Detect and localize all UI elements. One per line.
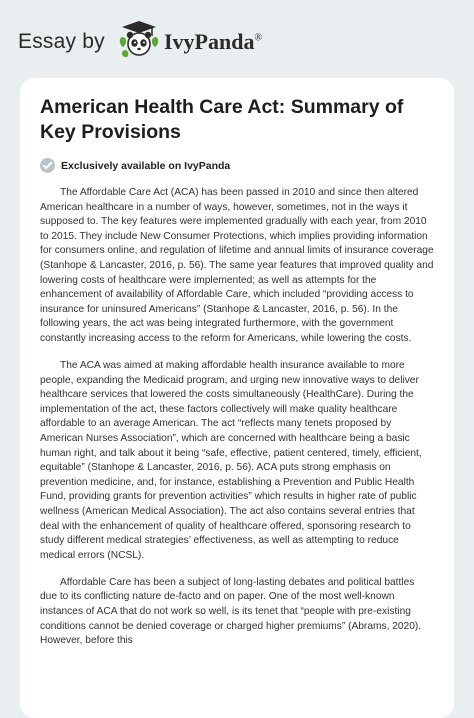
- essay-card: [20, 78, 454, 718]
- trademark-symbol: ®: [254, 32, 263, 44]
- availability-note: [40, 158, 230, 173]
- paragraph: Affordable Care has been a subject of long-lasting debates and political battles due to its conflicting nature de-facto and on paper. One of the most well-known instances of ACA that do not work so well, is its tenet that “people with pre-existing conditions cannot be denied coverage or charged higher premiums” (Abrams, 2020). However, before this: [40, 576, 422, 647]
- brand-text: IvyPanda: [164, 29, 255, 54]
- brand-name[interactable]: [164, 29, 262, 55]
- essay-by-label: Essay by: [18, 30, 105, 53]
- page-title: American Health Care Act: Summary of Key Provisions: [40, 96, 404, 143]
- paragraph: The Affordable Care Act (ACA) has been passed in 2010 and since then altered American healthcare in a number of ways, however, sometimes, not in the ways it supposed to. The key features were implemented gradually with each year, from 2010 to 2015. They include New Consumer Protections, which implies providing information for consumers online, and regulation of lifetime and annual limits of insurance coverage (Stanhope & Lancaster, 2016, p. 56). The same year features that improved quality and lowering costs of healthcare were implemented; as well as attempts for the enhancement of availability of Affordable Care, which included “providing access to insurance for uninsured Americans” (Stanhope & Lancaster, 2016, p. 56). In the following years, the act was being integrated furthermore, with the government constantly increasing access to the reform for Americans, while lowering the costs.: [40, 187, 434, 344]
- site-header: [0, 0, 474, 80]
- paragraph: The ACA was aimed at making affordable health insurance available to more people, expanding the Medicaid program, and urging new innovative ways to deliver healthcare services that lowered the costs simultaneously (HealthCare). During the implementation of the act, these factors collectively will make quality healthcare affordable to an average American. The act “reflects many tenets proposed by American Nurses Association”, which are concerned with healthcare being a basic human right, and talk about it being “safe, effective, patient centered, timely, efficient, equitable” (Stanhope & Lancaster, 2016, p. 56). ACA puts strong emphasis on prevention medicine, and, for instance, establishing a Prevention and Public Health Fund, providing grants for prevention activities” which results in higher rate of public wellness (American Medical Association). The act also contains several entries that deal with the enhancement of quality of healthcare offered, sponsoring research to study different medical strategies’ effectiveness, as well as attempting to reduce medical errors (NCSL).: [40, 360, 422, 561]
- availability-label: Exclusively available on IvyPanda: [61, 159, 231, 172]
- check-circle-icon: [40, 158, 55, 173]
- ivypanda-logo-icon[interactable]: [118, 20, 160, 60]
- essay-body: [40, 186, 434, 661]
